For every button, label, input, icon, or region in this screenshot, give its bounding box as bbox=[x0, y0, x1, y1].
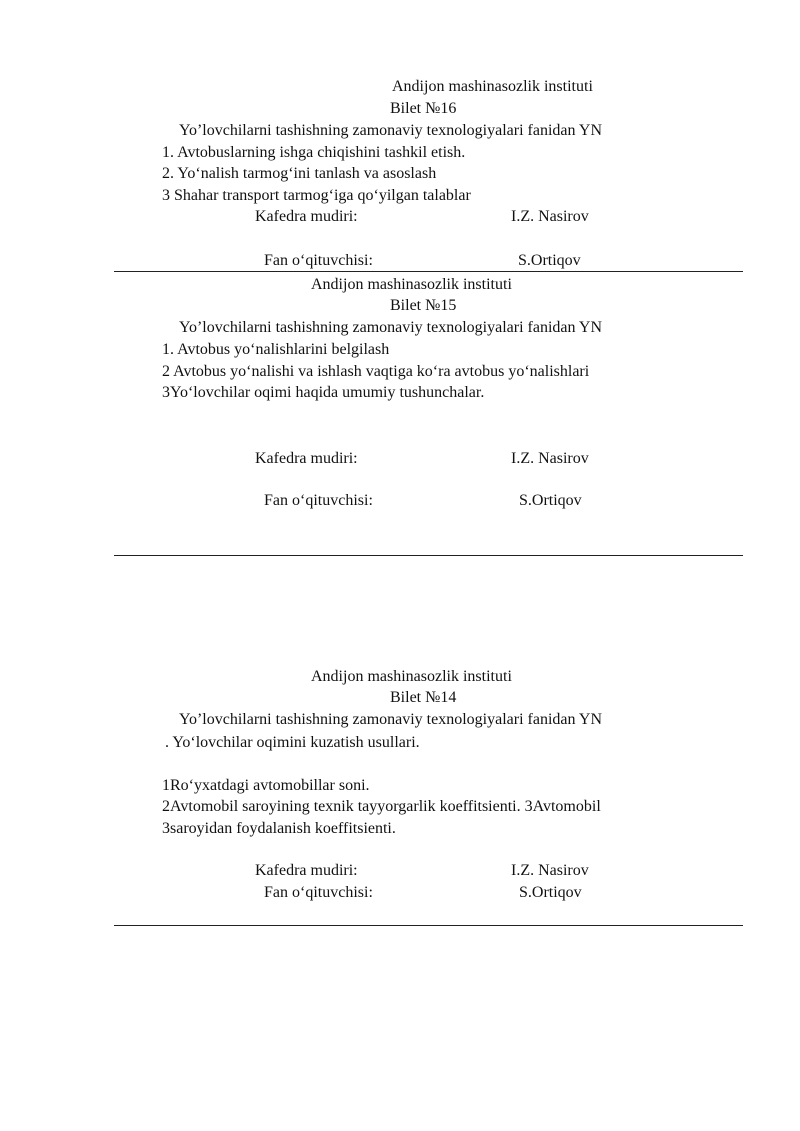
institute-name: Andijon mashinasozlik instituti bbox=[311, 276, 512, 293]
teacher-name: S.Ortiqov bbox=[519, 884, 582, 901]
question-2: 2. Yo‘nalish tarmog‘ini tanlash va asoslash bbox=[162, 165, 437, 182]
question-1: 1. Avtobus yo‘nalishlarini belgilash bbox=[162, 341, 390, 358]
subject-title: Yo’lovchilarni tashishning zamonaviy texnologiyalari fanidan YN bbox=[179, 319, 603, 336]
question-3: 3 Shahar transport tarmog‘iga qo‘yilgan talablar bbox=[162, 187, 471, 204]
head-of-department-label: Kafedra mudiri: bbox=[255, 862, 358, 879]
separator-line bbox=[114, 271, 743, 272]
ticket-number: Bilet №16 bbox=[390, 100, 457, 117]
separator-line bbox=[114, 555, 743, 556]
teacher-label: Fan o‘qituvchisi: bbox=[264, 492, 373, 509]
teacher-label: Fan o‘qituvchisi: bbox=[264, 884, 373, 901]
question-3: 3saroyidan foydalanish koeffitsienti. bbox=[162, 820, 396, 837]
institute-name: Andijon mashinasozlik instituti bbox=[311, 668, 512, 685]
subject-title: Yo’lovchilarni tashishning zamonaviy texnologiyalari fanidan YN bbox=[179, 122, 603, 139]
separator-line bbox=[114, 925, 743, 926]
head-of-department-name: I.Z. Nasirov bbox=[511, 208, 589, 225]
head-of-department-label: Kafedra mudiri: bbox=[255, 450, 358, 467]
teacher-name: S.Ortiqov bbox=[519, 492, 582, 509]
head-of-department-name: I.Z. Nasirov bbox=[511, 450, 589, 467]
teacher-label: Fan o‘qituvchisi: bbox=[264, 252, 373, 269]
teacher-name: S.Ortiqov bbox=[518, 252, 581, 269]
question-1: 1. Avtobuslarning ishga chiqishini tashkil etish. bbox=[162, 144, 466, 161]
question-2: 2 Avtobus yo‘nalishi va ishlash vaqtiga ko‘ra avtobus yo‘nalishlari bbox=[162, 363, 590, 380]
question-intro: . Yo‘lovchilar oqimini kuzatish usullari. bbox=[165, 734, 420, 751]
question-3: 3Yo‘lovchilar oqimi haqida umumiy tushunchalar. bbox=[162, 384, 485, 401]
question-2: 2Avtomobil saroyining texnik tayyorgarlik koeffitsienti. 3Avtomobil bbox=[162, 798, 601, 815]
subject-title: Yo’lovchilarni tashishning zamonaviy texnologiyalari fanidan YN bbox=[179, 711, 603, 728]
institute-name: Andijon mashinasozlik instituti bbox=[392, 78, 593, 95]
ticket-number: Bilet №15 bbox=[390, 297, 457, 314]
question-1: 1Ro‘yxatdagi avtomobillar soni. bbox=[162, 777, 370, 794]
head-of-department-label: Kafedra mudiri: bbox=[255, 208, 358, 225]
head-of-department-name: I.Z. Nasirov bbox=[511, 862, 589, 879]
ticket-number: Bilet №14 bbox=[390, 689, 457, 706]
